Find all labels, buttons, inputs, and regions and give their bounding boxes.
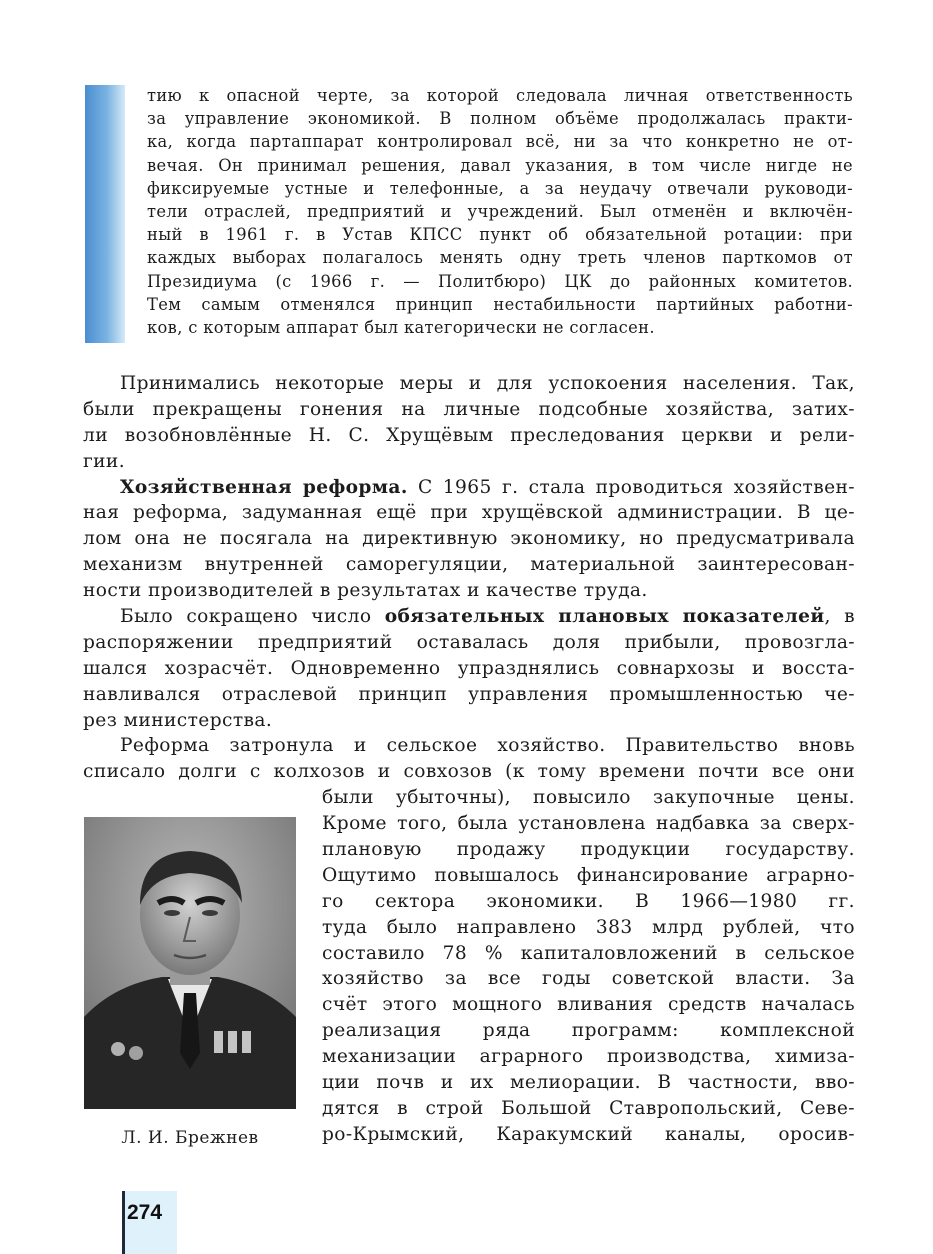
paragraph-line: составило 78 % капиталовложений в сельское: [322, 942, 855, 964]
paragraph-line: шался хозрасчёт. Одновременно упразднялись совнархозы и восста-: [83, 657, 855, 679]
paragraph-line: были прекращены гонения на личные подсобные хозяйства, затих-: [83, 398, 855, 420]
paragraph-line: навливался отраслевой принцип управления промышленностью че-: [83, 683, 855, 705]
aside-line: вечая. Он принимал решения, давал указания, в том числе нигде не: [147, 155, 853, 175]
paragraph-line: хозяйство за все годы советской власти. За: [322, 968, 855, 990]
aside-line: тели отраслей, предприятий и учреждений. Был отменён и включён-: [147, 202, 853, 222]
aside-line: за управление экономикой. В полном объёме продолжалась практи-: [147, 109, 853, 129]
paragraph-line: Ощутимо повышалось финансирование аграрно-: [322, 864, 855, 886]
paragraph-line: лом она не посягала на директивную экономику, но предусматривала: [83, 528, 855, 550]
paragraph-line: механизации аграрного производства, химиза-: [322, 1046, 855, 1068]
paragraph-line: ро-Крымский, Каракумский каналы, оросив-: [322, 1123, 855, 1145]
aside-line: ков, с которым аппарат был категорически не согласен.: [147, 318, 655, 338]
key-term: обязательных плановых показателей: [384, 606, 825, 628]
section-heading: Хозяйственная реформа.: [120, 476, 408, 498]
paragraph-line: счёт этого мощного вливания средств началась: [322, 994, 855, 1016]
paragraph-line: гии.: [83, 450, 126, 472]
paragraph-line: дятся в строй Большой Ставропольский, Севе-: [322, 1097, 855, 1119]
page-number: 274: [127, 1201, 163, 1224]
paragraph-line: ная реформа, задуманная ещё при хрущёвской администрации. В це-: [83, 502, 855, 524]
aside-text-block: [147, 84, 853, 339]
paragraph-line: списало долги с колхозов и совхозов (к тому времени почти все они: [83, 761, 855, 783]
aside-line: фиксируемые устные и телефонные, а за неудачу отвечали руководи-: [147, 178, 853, 198]
paragraph-line: Принимались некоторые меры и для успокоения населения. Так,: [120, 373, 855, 394]
aside-line: Тем самым отменялся принцип нестабильности партийных работни-: [147, 294, 853, 314]
paragraph-line: рез министерства.: [83, 709, 273, 731]
paragraph-line: плановую продажу продукции государству.: [322, 839, 855, 861]
paragraph-line: реализация ряда программ: комплексной: [322, 1020, 855, 1042]
paragraph-line: ли возобновлённые Н. С. Хрущёвым преследования церкви и рели-: [83, 424, 855, 446]
photo-caption: Л. И. Брежнев: [121, 1128, 259, 1148]
portrait-photo: [84, 817, 296, 1109]
aside-line: каждых выборах полагалось менять одну треть членов парткомов от: [147, 248, 853, 268]
paragraph-line: Реформа затронула и сельское хозяйство. Правительство вновь: [120, 735, 855, 757]
aside-line: тию к опасной черте, за которой следовала личная ответственность: [147, 86, 853, 105]
paragraph-line: ции почв и их мелиорации. В частности, вво-: [322, 1072, 855, 1094]
aside-line: ный в 1961 г. в Устав КПСС пункт об обязательной ротации: при: [147, 225, 853, 245]
paragraph-line: го сектора экономики. В 1966—1980 гг.: [322, 890, 855, 912]
paragraph-line: механизм внутренней саморегуляции, материальной заинтересован-: [83, 554, 855, 576]
aside-line: Президиума (с 1966 г. — Политбюро) ЦК до районных комитетов.: [147, 271, 853, 291]
paragraph-line: распоряжении предприятий оставалась доля прибыли, провозгла-: [83, 631, 855, 653]
paragraph-line: Кроме того, была установлена надбавка за сверх-: [322, 813, 855, 835]
aside-accent-bar: [85, 85, 125, 343]
paragraph-line: Хозяйственная реформа. С 1965 г. стала проводиться хозяйствен-: [120, 476, 855, 498]
paragraph-line: ности производителей в результатах и качестве труда.: [83, 580, 648, 602]
paragraph-line: туда было направлено 383 млрд рублей, что: [322, 916, 855, 938]
paragraph-line: были убыточны), повысило закупочные цены.: [322, 787, 855, 809]
aside-line: ка, когда партаппарат контролировал всё, ни за что конкретно не от-: [147, 132, 853, 152]
paragraph-line: Было сокращено число обязательных плановых показателей, в: [120, 606, 855, 628]
